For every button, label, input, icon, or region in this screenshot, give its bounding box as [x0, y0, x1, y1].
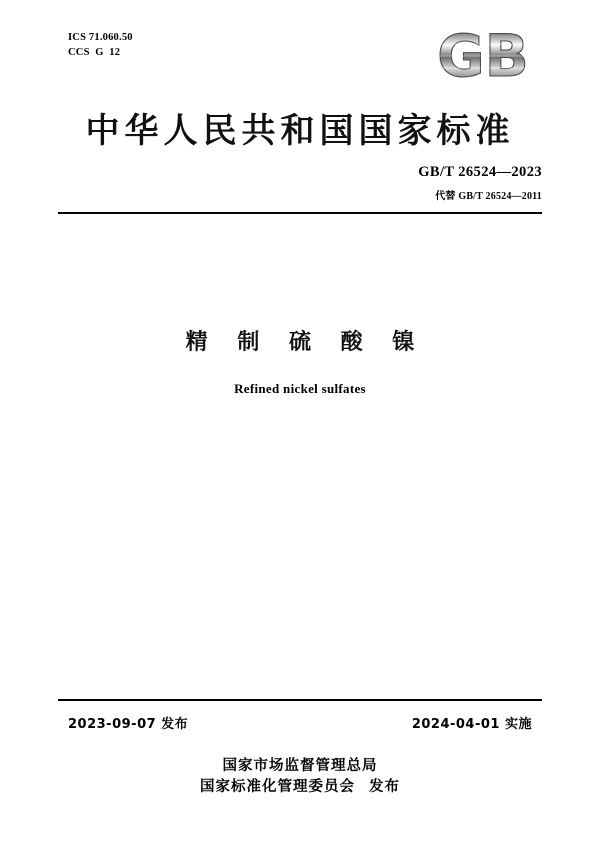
replaces-note: 代替 GB/T 26524—2011	[435, 191, 542, 202]
classification-codes	[68, 30, 133, 60]
svg-text:GB: GB	[437, 24, 529, 86]
publisher-line-1: 国家市场监督管理总局	[222, 758, 378, 774]
publisher-line-2: 国家标准化管理委员会	[200, 779, 355, 795]
divider-bottom	[58, 699, 542, 701]
divider-top	[58, 212, 542, 214]
publisher-issue-word: 发布	[369, 779, 400, 795]
issue-date: 2023-09-07 发布	[68, 717, 189, 732]
page-title: 中华人民共和国国家标准	[85, 111, 515, 151]
ccs-code: CCS G 12	[68, 47, 121, 58]
gb-emblem-icon	[424, 24, 542, 86]
ics-code: ICS 71.060.50	[68, 32, 133, 43]
subject-title-chinese: 精 制 硫 酸 镍	[185, 330, 426, 355]
publisher-block	[0, 756, 600, 798]
implementation-date: 2024-04-01 实施	[411, 717, 532, 732]
subject-title-english: Refined nickel sulfates	[234, 381, 366, 396]
standard-number: GB/T 26524—2023	[418, 164, 542, 180]
